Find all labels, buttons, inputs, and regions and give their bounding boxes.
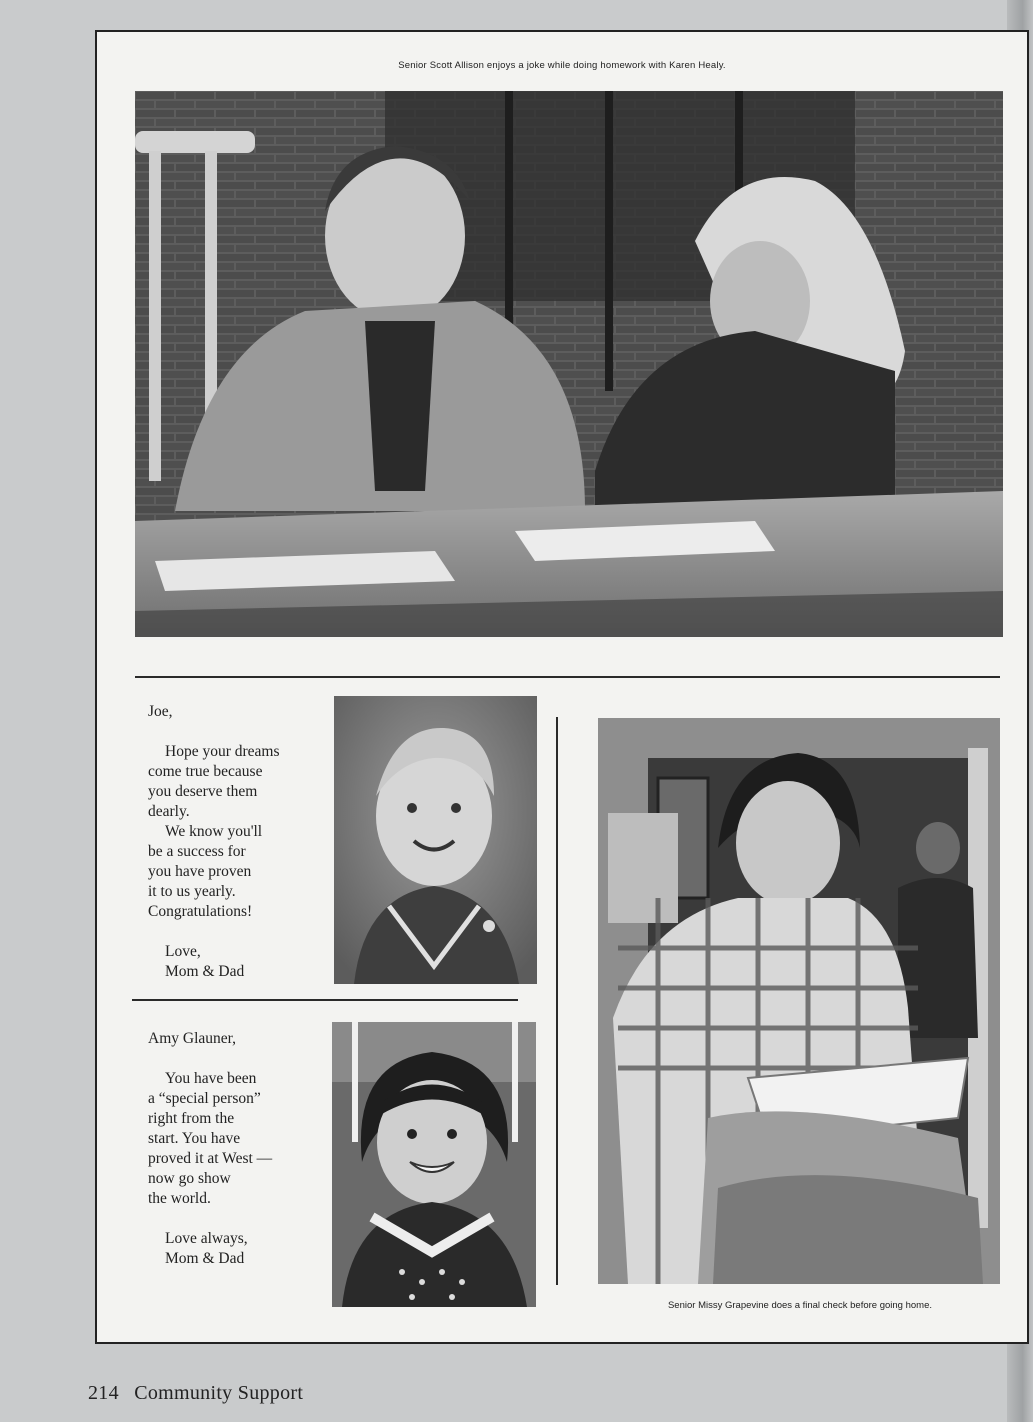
top-photo — [135, 91, 1003, 637]
ad-amy-line: the world. — [148, 1190, 211, 1207]
ad-joe-greeting: Joe, — [148, 703, 173, 720]
ad-message-amy — [148, 1029, 272, 1269]
ad-amy-line: a “special person” — [148, 1090, 261, 1107]
ad-joe-line: come true because — [148, 763, 263, 780]
horizontal-rule-top — [135, 676, 1000, 678]
ad-joe-line: Congratulations! — [148, 903, 253, 920]
horizontal-rule-middle — [132, 999, 518, 1001]
amy-child-photo — [332, 1022, 536, 1307]
joe-child-photo — [334, 696, 537, 984]
ad-amy-line: right from the — [148, 1110, 235, 1127]
yearbook-page — [95, 30, 1029, 1344]
ad-amy-line: now go show — [148, 1170, 231, 1187]
vertical-rule — [556, 717, 558, 1285]
ad-joe-line: Hope your dreams — [165, 743, 280, 760]
page-footer — [88, 1382, 303, 1405]
ad-amy-closing: Love always, — [165, 1230, 248, 1247]
ad-amy-line: You have been — [165, 1070, 257, 1087]
ad-joe-line: you have proven — [148, 863, 252, 880]
section-title: Community Support — [134, 1382, 304, 1404]
ad-joe-line: be a success for — [148, 843, 246, 860]
ad-joe-signature: Mom & Dad — [165, 963, 245, 980]
ad-joe-line: you deserve them — [148, 783, 258, 800]
ad-amy-greeting: Amy Glauner, — [148, 1030, 237, 1047]
ad-joe-line: dearly. — [148, 803, 190, 820]
ad-joe-closing: Love, — [165, 943, 201, 960]
ad-joe-line: it to us yearly. — [148, 883, 236, 900]
top-photo-caption: Senior Scott Allison enjoys a joke while doing homework with Karen Healy. — [398, 60, 726, 71]
ad-message-joe — [148, 702, 280, 982]
ad-amy-line: start. You have — [148, 1130, 241, 1147]
ad-amy-signature: Mom & Dad — [165, 1250, 245, 1267]
right-photo-caption: Senior Missy Grapevine does a final check before going home. — [667, 1300, 933, 1311]
ad-amy-line: proved it at West — — [148, 1150, 273, 1167]
right-photo — [598, 718, 1000, 1284]
ad-joe-line: We know you'll — [165, 823, 263, 840]
page-number: 214 — [88, 1382, 119, 1404]
